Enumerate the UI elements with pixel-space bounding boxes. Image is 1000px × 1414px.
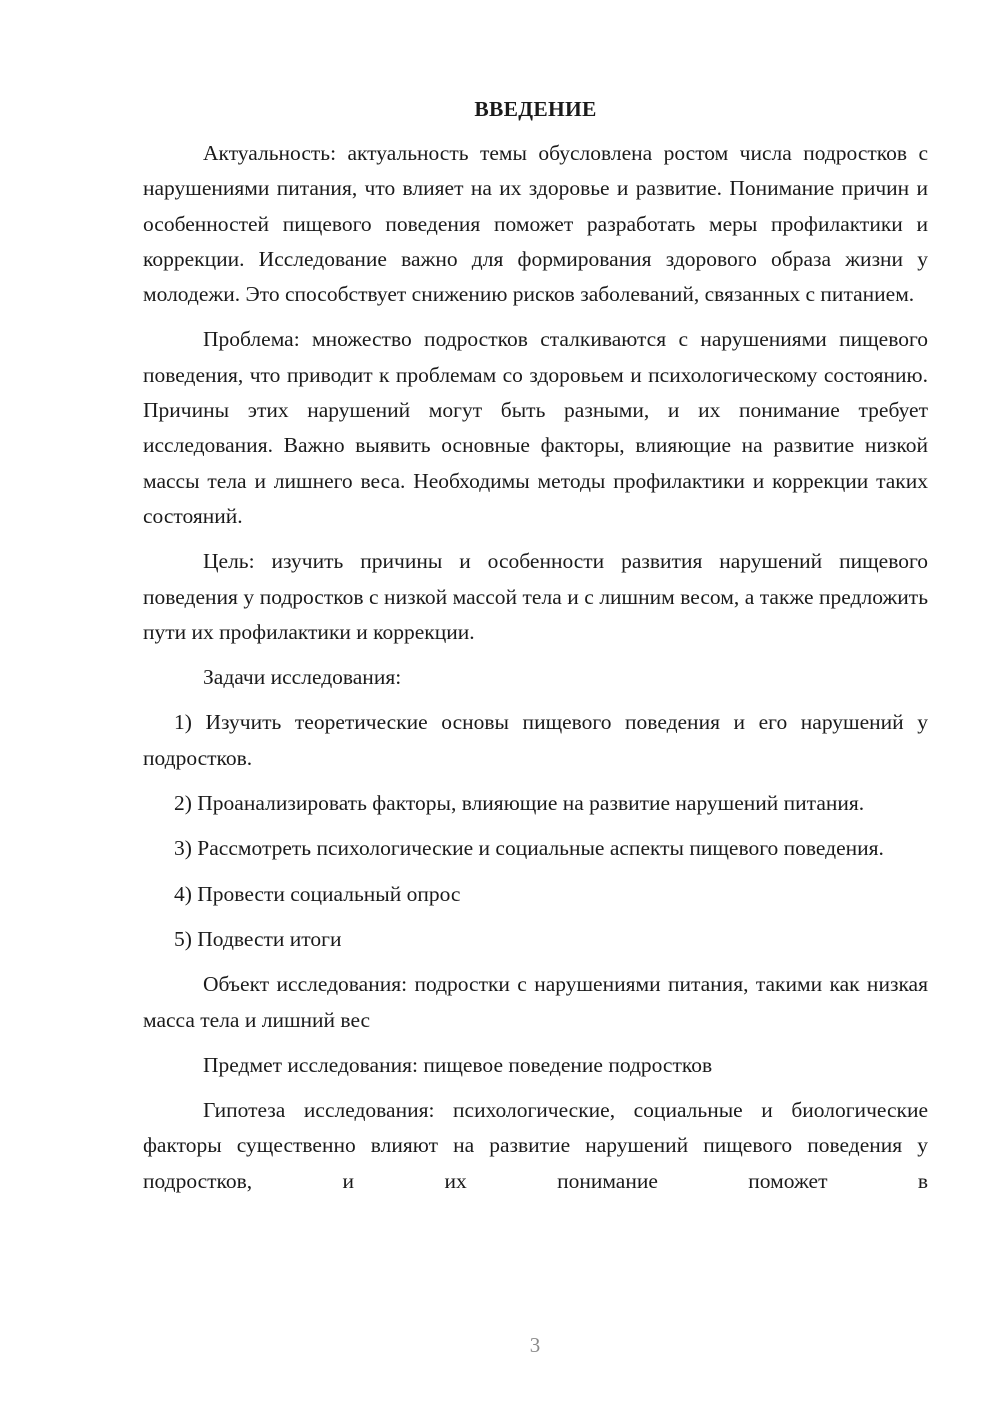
tasks-heading: Задачи исследования: [203,665,402,690]
task-item-1: 1) Изучить теоретические основы пищевого поведения и его нарушений у подростков. [143,710,928,770]
relevance-paragraph: Актуальность: актуальность темы обусловлена ростом числа подростков с нарушениями питания, что влияет на их здоровье и развитие. Понимание причин и особенностей пищевого поведения поможет разработать меры профилактики и коррекции. Исследование важно для формирования здорового образа жизни у молодежи. Это способствует снижению рисков заболеваний, связанных с питанием. [143,141,928,307]
task-item-4: 4) Провести социальный опрос [174,881,461,906]
task-item-5: 5) Подвести итоги [174,926,342,951]
page-number: 3 [529,1333,541,1357]
document-page [143,90,928,1199]
goal-paragraph: Цель: изучить причины и особенности развития нарушений пищевого поведения у подростков с низкой массой тела и с лишним весом, а также предложить пути их профилактики и коррекции. [143,549,928,644]
problem-paragraph: Проблема: множество подростков сталкиваются с нарушениями пищевого поведения, что приводит к проблемам со здоровьем и психологическому состоянию. Причины этих нарушений могут быть разными, и их понимание требует исследования. Важно выявить основные факторы, влияющие на развитие низкой массы тела и лишнего веса. Необходимы методы профилактики и коррекции таких состояний. [143,327,928,528]
task-item-3: 3) Рассмотреть психологические и социальные аспекты пищевого поведения. [174,836,884,861]
hypothesis-paragraph: Гипотеза исследования: психологические, социальные и биологические факторы существенно влияют на развитие нарушений пищевого поведения у подростков, и их понимание поможет в [143,1098,928,1193]
section-title: ВВЕДЕНИЕ [474,97,597,121]
subject-paragraph: Предмет исследования: пищевое поведение подростков [203,1052,713,1077]
object-paragraph: Объект исследования: подростки с нарушениями питания, такими как низкая масса тела и лишний вес [143,972,928,1032]
task-item-2: 2) Проанализировать факторы, влияющие на развитие нарушений питания. [174,791,865,816]
